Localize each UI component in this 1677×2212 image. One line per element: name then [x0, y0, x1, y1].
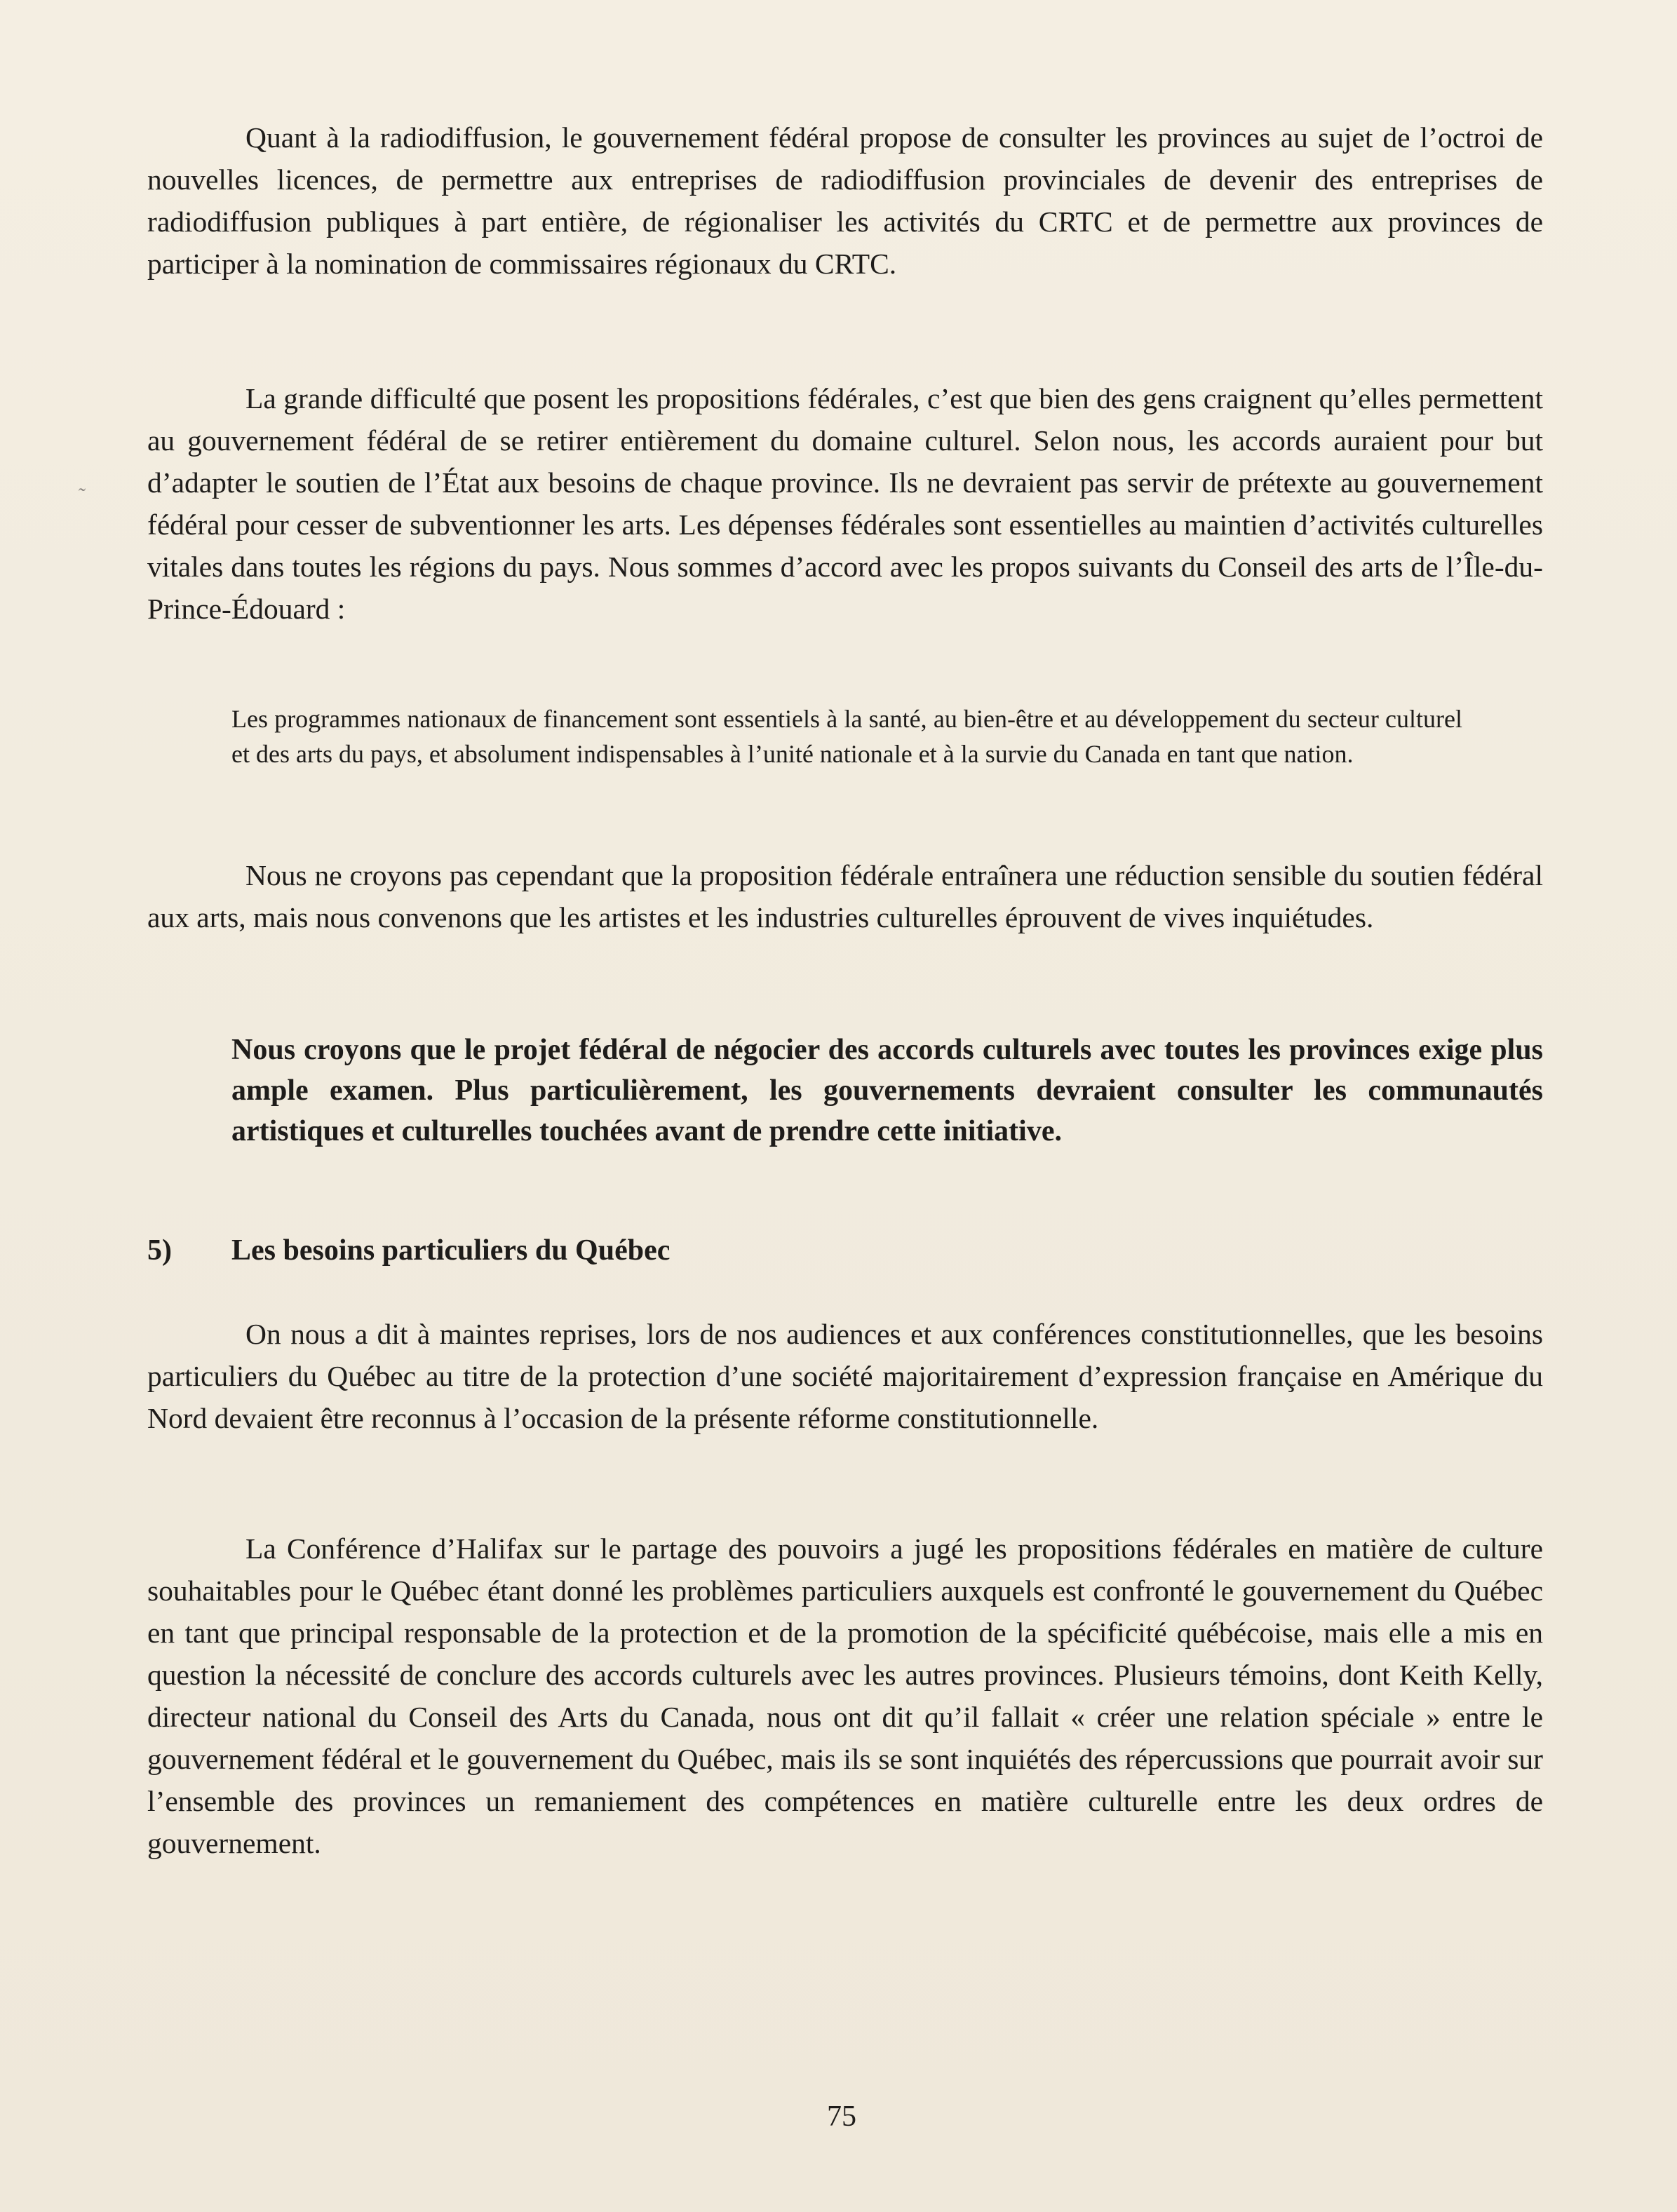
paragraph-federal-support: Nous ne croyons pas cependant que la proposition fédérale entraînera une réduction sensible du soutien fédéral aux arts, mais nous convenons que les artistes et les industries culturelles éprouvent de vives inquiétudes.	[147, 859, 1543, 933]
paragraph-federal-difficulty: La grande difficulté que posent les propositions fédérales, c’est que bien des gens craignent qu’elles permettent au gouvernement fédéral de se retirer entièrement du domaine culturel. Selon nous, les accords auraient pour but d’adapter le soutien de l’État aux besoins de chaque province. Ils ne devraient pas servir de prétexte au gouvernement fédéral pour cesser de subventionner les arts. Les dépenses fédérales sont essentielles au maintien d’activités culturelles vitales dans toutes les régions du pays. Nous sommes d’accord avec les propos suivants du Conseil des arts de l’Île-du-Prince-Édouard :	[147, 382, 1543, 625]
paragraph-broadcasting: Quant à la radiodiffusion, le gouvernement fédéral propose de consulter les provinces au sujet de l’octroi de nouvelles licences, de permettre aux entreprises de radiodiffusion provinciales de devenir des entreprises de radiodiffusion publiques à part entière, de régionaliser les activités du CRTC et de permettre aux provinces de participer à la nomination de commissaires régionaux du CRTC.	[147, 121, 1543, 280]
margin-mark: ˜	[79, 484, 86, 507]
block-quote: Les programmes nationaux de financement sont essentiels à la santé, au bien-être et au développement du secteur culturel et des arts du pays, et absolument indispensables à l’unité nationale et à la survie du Canada en tant que nation.	[231, 705, 1462, 768]
section-title: Les besoins particuliers du Québec	[231, 1234, 671, 1267]
recommendation-paragraph: Nous croyons que le projet fédéral de négocier des accords culturels avec toutes les provinces exige plus ample examen. Plus particulièrement, les gouvernements devraient consulter les communautés artistiques et culturelles touchées avant de prendre cette initiative.	[231, 1034, 1543, 1147]
paragraph-quebec-needs: On nous a dit à maintes reprises, lors de nos audiences et aux conférences constitutionnelles, que les besoins particuliers du Québec au titre de la protection d’une société majoritairement d’expression française en Amérique du Nord devaient être reconnus à l’occasion de la présente réforme constitutionnelle.	[147, 1318, 1543, 1434]
section-number: 5)	[147, 1234, 172, 1267]
page-number: 75	[827, 2100, 856, 2133]
paragraph-halifax-conference: La Conférence d’Halifax sur le partage des pouvoirs a jugé les propositions fédérales en matière de culture souhaitables pour le Québec étant donné les problèmes particuliers auxquels est confronté le gouvernement du Québec en tant que principal responsable de la protection et de la promotion de la spécificité québécoise, mais elle a mis en question la nécessité de conclure des accords culturels avec les autres provinces. Plusieurs témoins, dont Keith Kelly, directeur national du Conseil des Arts du Canada, nous ont dit qu’il fallait « créer une relation spéciale » entre le gouvernement fédéral et le gouvernement du Québec, mais ils se sont inquiétés des répercussions que pourrait avoir sur l’ensemble des provinces un remaniement des compétences en matière culturelle entre les deux ordres de gouvernement.	[147, 1532, 1543, 1859]
section-heading	[147, 1229, 670, 1272]
